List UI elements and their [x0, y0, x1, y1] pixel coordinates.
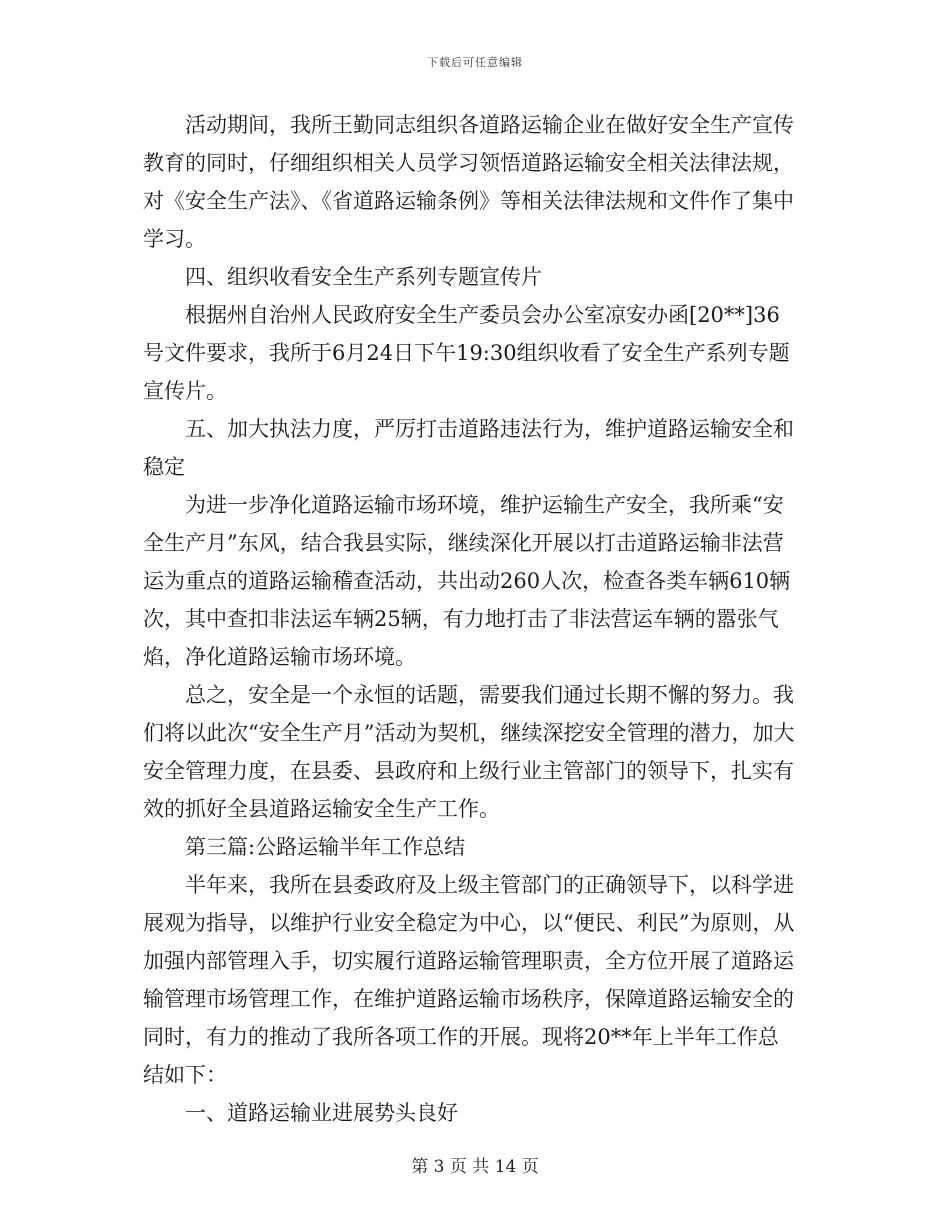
- section-heading-four: 四、组织收看安全生产系列专题宣传片: [185, 265, 542, 289]
- document-body: [143, 106, 799, 1132]
- paragraph-activity: 活动期间，我所王勤同志组织各道路运输企业在做好安全生产宣传教育的同时，仔细组织相关人员学习领悟道路运输安全相关法律法规，对《安全生产法》、《省道路运输条例》等相关法律法规和文件作了集中学习。: [143, 113, 794, 251]
- paragraph-summary: 总之，安全是一个永恒的话题，需要我们通过长期不懈的努力。我们将以此次“安全生产月”活动为契机，继续深挖安全管理的潜力，加大安全管理力度，在县委、县政府和上级行业主管部门的领导下，扎实有效的抓好全县道路运输安全生产工作。: [143, 683, 795, 821]
- paragraph-halfyear: 半年来，我所在县委政府及上级主管部门的正确领导下，以科学进展观为指导，以维护行业安全稳定为中心，以“便民、利民”为原则，从加强内部管理入手，切实履行道路运输管理职责，全方位开展了道路运输管理市场管理工作，在维护道路运输市场秩序，保障道路运输安全的同时，有力的推动了我所各项工作的开展。现将20**年上半年工作总结如下：: [143, 873, 795, 1087]
- section-heading-five: 五、加大执法力度，严厉打击道路违法行为，维护道路运输安全和稳定: [143, 417, 794, 479]
- paragraph-enforcement: 为进一步净化道路运输市场环境，维护运输生产安全，我所乘“安全生产月”东风，结合我县实际，继续深化开展以打击道路运输非法营运为重点的道路运输稽查活动，共出动260人次，检查各类车辆610辆次，其中查扣非法运车辆25辆，有力地打击了非法营运车辆的嚣张气焰，净化道路运输市场环境。: [143, 493, 791, 669]
- paragraph-video: 根据州自治州人民政府安全生产委员会办公室凉安办函[20**]36号文件要求，我所于6月24日下午19:30组织收看了安全生产系列专题宣传片。: [143, 303, 790, 403]
- article-title-three: 第三篇:公路运输半年工作总结: [185, 835, 466, 859]
- section-heading-one: 一、道路运输业进展势头良好: [185, 1101, 458, 1125]
- page-header: 下载后可任意编辑: [427, 56, 523, 69]
- page-number: 第 3 页 共 14 页: [411, 1157, 539, 1177]
